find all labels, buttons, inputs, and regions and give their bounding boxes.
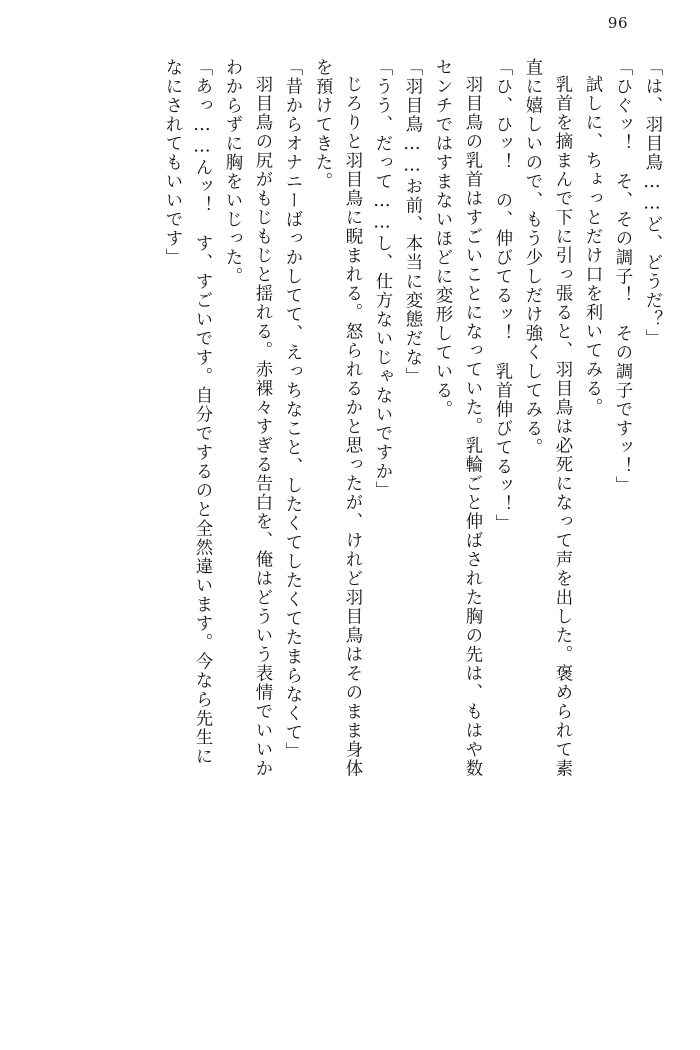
text-line: なにされてもいいです」 [162,58,182,267]
text-line: じろりと羽目鳥に睨まれる。怒られるかと思ったが、けれど羽目鳥はそのまま身体 [342,75,362,778]
text-line: わからずに胸をいじった。 [222,58,242,286]
text-line: 「あっ……んッ！ す、すごいです。自分でするのと全然違います。今なら先生に [192,58,212,767]
text-line: を預けてきた。 [312,58,332,191]
text-line: 直に嬉しいので、もう少しだけ強くしてみる。 [522,58,542,457]
text-line: 「ひ、ひッ！ の、伸びてるッ！ 乳首伸びてるッ！」 [492,58,512,533]
text-line: センチではすまないほどに変形している。 [432,58,452,419]
vertical-text-block [36,58,660,1020]
text-line: 「ひぐッ！ そ、その調子！ その調子ですッ！」 [612,58,632,495]
text-line: 「は、羽目鳥……ど、どうだ？」 [642,58,662,349]
text-line: 羽目鳥の尻がもじもじと揺れる。赤裸々すぎる告白を、俺はどういう表情でいいか [252,75,272,778]
text-line: 試しに、ちょっとだけ口を利いてみる。 [582,75,602,417]
text-line: 「うう、だって……し、仕方ないじゃないですか」 [372,58,392,501]
page-number: 96 [607,14,628,32]
text-line: 乳首を摘まんで下に引っ張ると、羽目鳥は必死になって声を出した。褒められて素 [552,75,572,778]
text-line: 「羽目鳥……お前、本当に変態だな」 [402,58,422,387]
text-line: 羽目鳥の乳首はすごいことになっていた。乳輪ごと伸ばされた胸の先は、もはや数 [462,75,482,778]
text-line: 「昔からオナニーばっかしてて、えっちなこと、したくてしたくてたまらなくて」 [282,58,302,761]
